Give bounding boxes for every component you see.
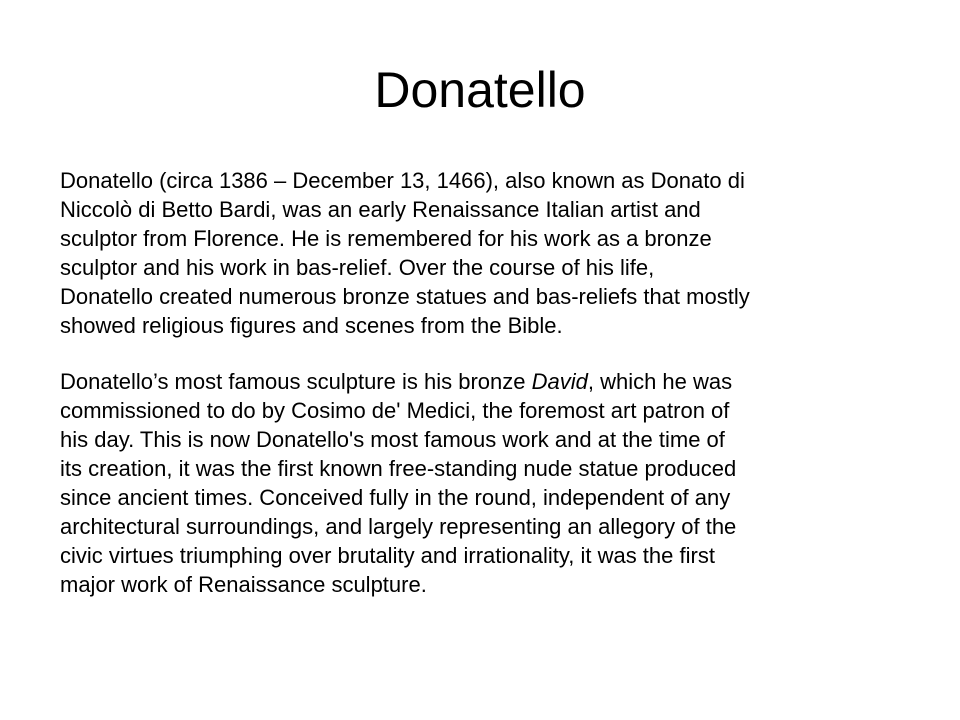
paragraph-david — [60, 367, 910, 599]
paragraph-biography — [60, 166, 910, 340]
paragraph-line: Donatello created numerous bronze statues and bas-reliefs that mostly — [60, 284, 750, 309]
paragraph-line: its creation, it was the first known free-standing nude statue produced — [60, 456, 737, 481]
paragraph-line: architectural surroundings, and largely representing an allegory of the — [60, 514, 737, 539]
paragraph-line: since ancient times. Conceived fully in the round, independent of any — [60, 485, 731, 510]
slide-title: Donatello — [374, 62, 586, 118]
paragraph-line: sculptor and his work in bas-relief. Over the course of his life, — [60, 255, 655, 280]
slide-body — [60, 166, 910, 599]
text-segment: Donatello’s most famous sculpture is his bronze — [60, 369, 532, 394]
paragraph-line: Donatello (circa 1386 – December 13, 1466), also known as Donato di — [60, 168, 745, 193]
artwork-title: David — [531, 369, 588, 394]
text-segment: , which he was — [587, 369, 733, 394]
paragraph-line: Niccolò di Betto Bardi, was an early Renaissance Italian artist and — [60, 197, 701, 222]
paragraph-line — [60, 367, 910, 396]
paragraph-line: showed religious figures and scenes from the Bible. — [60, 313, 563, 338]
paragraph-line: major work of Renaissance sculpture. — [60, 572, 427, 597]
paragraph-line: his day. This is now Donatello's most famous work and at the time of — [60, 427, 725, 452]
paragraph-line: sculptor from Florence. He is remembered for his work as a bronze — [60, 226, 712, 251]
paragraph-line: civic virtues triumphing over brutality and irrationality, it was the first — [60, 543, 715, 568]
paragraph-line: commissioned to do by Cosimo de' Medici, the foremost art patron of — [60, 398, 730, 423]
